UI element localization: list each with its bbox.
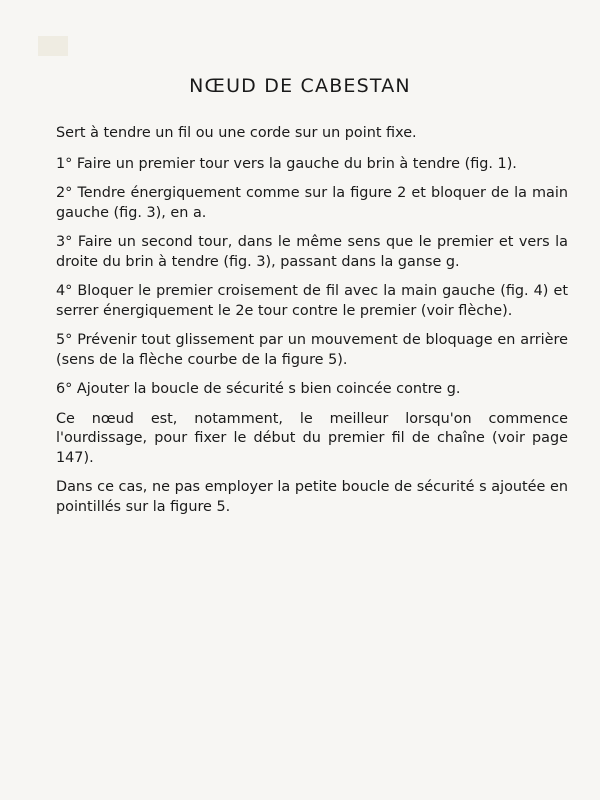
page-title: NŒUD DE CABESTAN xyxy=(189,75,411,97)
note-paragraph: Ce nœud est, notamment, le meilleur lorsqu'on commence l'ourdissage, pour fixer le début du premier fil de chaîne (voir page 147). xyxy=(56,410,568,466)
document-body xyxy=(56,124,568,527)
step-5-paragraph: 5° Prévenir tout glissement par un mouvement de bloquage en arrière (sens de la flèche courbe de la figure 5). xyxy=(56,332,568,368)
step-4-paragraph: 4° Bloquer le premier croisement de fil avec la main gauche (fig. 4) et serrer énergiquement le 2e tour contre le premier (voir flèche). xyxy=(56,283,568,319)
caution-paragraph: Dans ce cas, ne pas employer la petite boucle de sécurité s ajoutée en pointillés sur la figure 5. xyxy=(56,479,568,515)
intro-paragraph: Sert à tendre un fil ou une corde sur un point fixe. xyxy=(56,125,417,141)
step-3-paragraph: 3° Faire un second tour, dans le même sens que le premier et vers la droite du brin à tendre (fig. 3), passant dans la ganse g. xyxy=(56,234,568,270)
step-1-paragraph: 1° Faire un premier tour vers la gauche du brin à tendre (fig. 1). xyxy=(56,155,517,172)
step-2-paragraph: 2° Tendre énergiquement comme sur la figure 2 et bloquer de la main gauche (fig. 3), en a. xyxy=(56,185,568,221)
step-6-paragraph: 6° Ajouter la boucle de sécurité s bien coincée contre g. xyxy=(56,381,461,397)
paper-stain xyxy=(38,36,68,56)
